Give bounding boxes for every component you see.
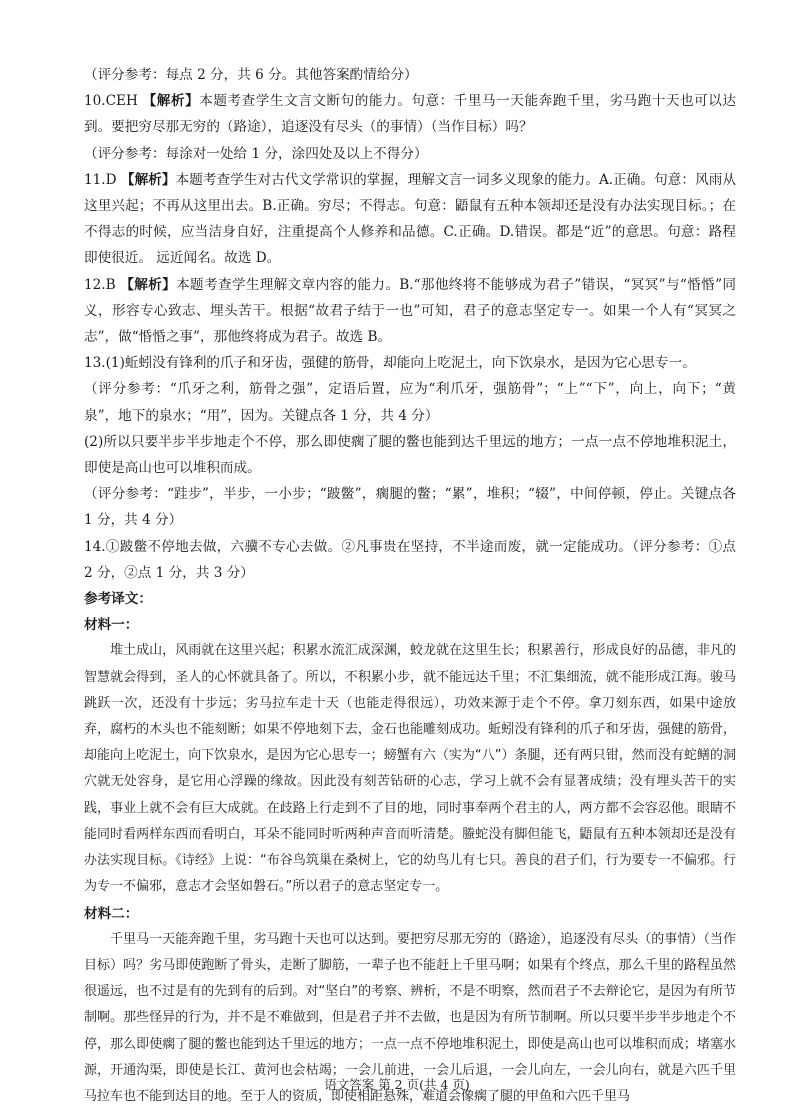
material-one-heading: 材料一：: [84, 617, 139, 634]
question-number: 11.D: [84, 171, 121, 188]
analysis-tag: 【解析】: [120, 276, 177, 293]
answer-q14: 14.①跛鳖不停地去做，六骥不专心去做。②凡事贵在坚持，不半途而废，就一定能成功。（评分参考：①点 2 分，②点 1 分，共 3 分）: [84, 538, 736, 581]
material-one-translation: 堆土成山，风雨就在这里兴起；积累水流汇成深渊，蛟龙就在这里生长；积累善行，形成良好的品德，非凡的智慧就会得到，圣人的心怀就具备了。所以，不积累小步，就不能远达千里；不汇集细流，就不能形成江海。骏马跳跃一次，还没有十步远；劣马拉车走十天（也能走得很远），功效来源于走个不停。拿刀刻东西，如果中途放弃，腐朽的木头也不能刻断；如果不停地刻下去，金石也能雕刻成功。蚯蚓没有锋利的爪子和牙齿，强健的筋骨，却能向上吃泥土，向下饮泉水，是因为它心思专一；螃蟹有六（实为“八”）条腿，还有两只钳，然而没有蛇鳝的洞穴就无处容身，是它用心浮躁的缘故。因此没有刻苦钻研的心志，学习上就不会有显著成绩；没有埋头苦干的实践，事业上就不会有巨大成就。在歧路上行走到不了目的地，同时事奉两个君主的人，两方都不会容忍他。眼睛不能同时看两样东西而看明白，耳朵不能同时听两种声音而听清楚。螣蛇没有脚但能飞，鼯鼠有五种本领却还是没有办法实现目标。《诗经》上说：“布谷鸟筑巢在桑树上，它的幼鸟儿有七只。善良的君子们，行为要专一不偏邪。行为专一不偏邪，意志才会坚如磐石。”所以君子的意志坚定专一。: [84, 643, 736, 895]
score-note-q13-2: （评分参考：“跬步”，半步，一小步；“跛鳖”，瘸腿的鳖；“累”，堆积；“辍”，中间停顿，停止。关键点各 1 分，共 4 分）: [84, 486, 736, 529]
page-footer: 语文答案 第 2 页(共 4 页): [324, 1076, 470, 1092]
analysis-tag: 【解析】: [120, 171, 176, 188]
score-note-q10: （评分参考：每涂对一处给 1 分，涂四处及以上不得分）: [84, 145, 428, 162]
reference-translation-heading: 参考译文：: [84, 591, 152, 608]
analysis-text: 本题考查学生文言文断句的能力。句意：千里马一天能奔跑千里，劣马跑十天也可以达到。要把穷尽那无穷的（路途），追逐没有尽头（的事情）（当作目标）吗？: [84, 93, 737, 136]
material-two-translation: 千里马一天能奔跑千里，劣马跑十天也可以达到。要把穷尽那无穷的（路途），追逐没有尽头（的事情）（当作目标）吗？劣马即使跑断了骨头，走断了脚筋，一辈子也不能赶上千里马啊；如果有个终点，那么千里的路程虽然很遥远，也不过是有的先到有的后到。对“坚白”的考察、辨析，不是不明察，然而君子不去辩论它，是因为有所节制啊。那些怪异的行为，并不是不难做到，但是君子并不去做，也是因为有所节制啊。所以只要半步半步地走个不停，那么即使瘸了腿的鳖也能到达千里远的地方；一点一点不停地堆积泥土，即使是高山也可以堆积而成；堵塞水源，开通沟渠，即使是长江、黄河也会枯竭；一会儿前进，一会儿后退，一会儿向左，一会儿向右，就是六匹千里马拉车也不能到达目的地。至于人的资质，即使相距悬殊，难道会像瘸了腿的甲鱼和六匹千里马: [84, 931, 736, 1104]
answer-q10: [84, 88, 736, 140]
score-note-q13-1: （评分参考：“爪牙之利，筋骨之强”，定语后置，应为“利爪牙，强筋骨”；“上”“下”，向上，向下；“黄泉”，地下的泉水；“用”，因为。关键点各 1 分，共 4 分）: [84, 381, 736, 424]
analysis-text: 本题考查学生对古代文学常识的掌握，理解文言一词多义现象的能力。A.正确。句意：风雨从这里兴起；不再从这里出去。B.正确。穷尽；不得志。句意：鼯鼠有五种本领却还是没有办法实现目标。；在不得志的时候，应当洁身自好，注重提高个人修养和品德。C.正确。D.错误。都是“近”的意思。句意：路程即使很近。 远近闻名。故选 D。: [84, 171, 737, 267]
answer-q11: [84, 167, 736, 272]
question-number: 10.CEH: [84, 93, 143, 110]
analysis-text: 本题考查学生理解文章内容的能力。B.“那他终将不能够成为君子”错误，“冥冥”与“惛惛”同义，形容专心致志、埋头苦干。根据“故君子结于一也”可知，君子的意志坚定专一。如果一个人有“冥冥之志”，做“惛惛之事”，那他终将成为君子。故选 B。: [84, 276, 736, 346]
question-number: 12.B: [84, 276, 121, 293]
answer-q12: [84, 272, 736, 351]
analysis-tag: 【解析】: [142, 93, 200, 110]
answer-q13-1: 13.(1)蚯蚓没有锋利的爪子和牙齿，强健的筋骨，却能向上吃泥土，向下饮泉水，是因为它心思专一。: [84, 355, 696, 372]
material-two-heading: 材料二：: [84, 905, 139, 922]
score-note-q9: （评分参考：每点 2 分，共 6 分。其他答案酌情给分）: [84, 67, 418, 83]
answer-q13-2: (2)所以只要半步半步地走个不停，那么即使瘸了腿的鳖也能到达千里远的地方；一点一点不停地堆积泥土，即使是高山也可以堆积而成。: [84, 433, 736, 477]
